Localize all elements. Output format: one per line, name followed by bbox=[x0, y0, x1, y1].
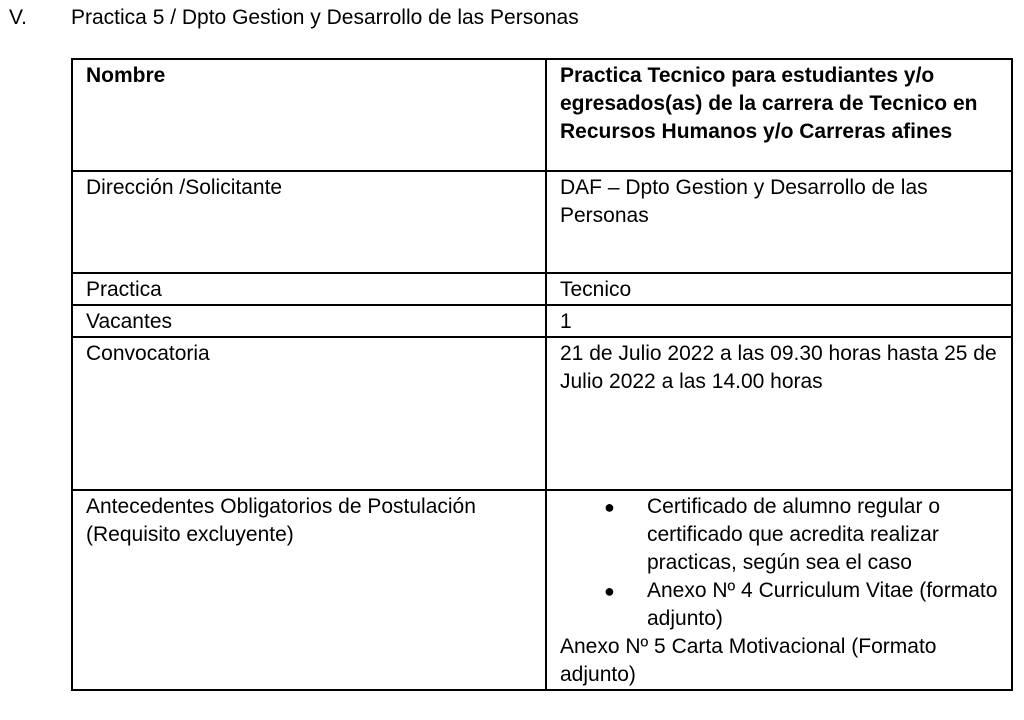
practice-info-table bbox=[71, 58, 1013, 691]
value-cell: 21 de Julio 2022 a las 09.30 horas hasta 25 de Julio 2022 a las 14.00 horas bbox=[546, 337, 1012, 490]
section-title: Practica 5 / Dpto Gestion y Desarrollo de las Personas bbox=[71, 6, 579, 29]
bullet-icon: ● bbox=[604, 581, 615, 601]
value-cell bbox=[546, 490, 1012, 690]
table-row-vacantes bbox=[72, 305, 1012, 337]
value-cell: DAF – Dpto Gestion y Desarrollo de las Personas bbox=[546, 171, 1012, 273]
list-item bbox=[560, 493, 1005, 577]
value-cell: 1 bbox=[546, 305, 1012, 337]
extra-requirement: Anexo Nº 5 Carta Motivacional (Formato adjunto) bbox=[560, 635, 937, 686]
requirement-text: Certificado de alumno regular o certificado que acredita realizar practicas, según sea el caso bbox=[647, 495, 940, 574]
label-cell: Nombre bbox=[72, 59, 546, 171]
label-cell: Vacantes bbox=[72, 305, 546, 337]
table-row-nombre bbox=[72, 59, 1012, 171]
bullet-icon: ● bbox=[604, 497, 615, 517]
label-cell: Practica bbox=[72, 273, 546, 305]
table-row-direccion bbox=[72, 171, 1012, 273]
value-cell: Tecnico bbox=[546, 273, 1012, 305]
table-row-practica bbox=[72, 273, 1012, 305]
section-number: V. bbox=[9, 6, 27, 29]
label-cell: Convocatoria bbox=[72, 337, 546, 490]
table-row-antecedentes bbox=[72, 490, 1012, 690]
label-cell: Antecedentes Obligatorios de Postulación (Requisito excluyente) bbox=[72, 490, 546, 690]
value-cell: Practica Tecnico para estudiantes y/o egresados(as) de la carrera de Tecnico en Recursos Humanos y/o Carreras afines bbox=[546, 59, 1012, 171]
requirement-text: Anexo Nº 4 Curriculum Vitae (formato adjunto) bbox=[647, 579, 998, 630]
label-cell: Dirección /Solicitante bbox=[72, 171, 546, 273]
table-row-convocatoria bbox=[72, 337, 1012, 490]
requirements-list bbox=[560, 493, 1005, 633]
list-item bbox=[560, 577, 1005, 633]
